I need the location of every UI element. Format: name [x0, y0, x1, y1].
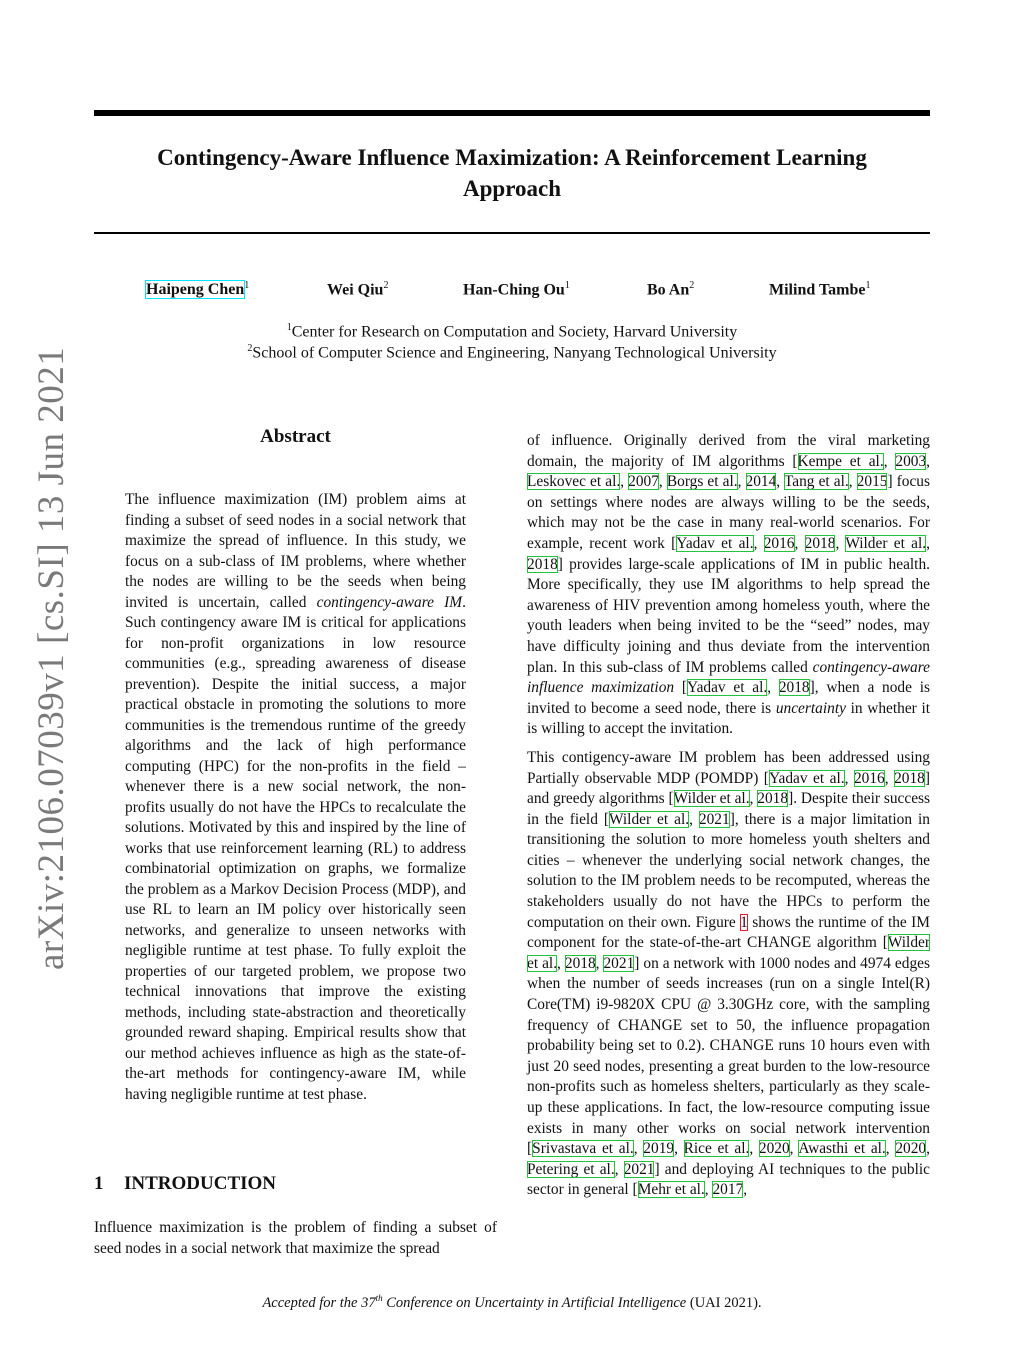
- citation-link[interactable]: 2016: [763, 534, 795, 552]
- citation-link[interactable]: Kempe et al.: [797, 452, 884, 470]
- title-rule: [94, 232, 930, 234]
- title-line-2: Approach: [463, 176, 561, 201]
- affiliation: $^2$School of Computer Science and Engineering, Nanyang Technological University: [247, 343, 777, 362]
- author: Han-Ching Ou$^1$: [463, 280, 570, 299]
- citation-link[interactable]: 2018: [527, 555, 558, 573]
- section-heading: 1 INTRODUCTION: [94, 1173, 277, 1194]
- venue-footer: Accepted for the 37th Conference on Uncertainty in Artificial Intelligence (UAI 2021).: [262, 1293, 762, 1311]
- arxiv-stamp: arXiv:2106.07039v1 [cs.SI] 13 Jun 2021: [31, 346, 72, 970]
- citation-link[interactable]: 2018: [894, 769, 925, 787]
- citation-link[interactable]: 2003: [895, 452, 927, 470]
- paragraph: This contigency-aware IM problem has been addressed using Partially observable MDP (POMDP) [Yadav et al., 2016, 2018] and greedy algorithms [Wilder et al., 2018]. Despite their success in the field [Wilder et al., 2021], there is a major limitation in transitioning the solution to more homeless youth shelters and cities – whenever the underlying social network changes, the solution to the IM problem needs to be recomputed, whereas the stakeholders usually do not have the HPCs to perform the computation on their own. Figure 1 shows the runtime of the IM component for the state-of-the-art CHANGE algorithm [Wilder et al., 2018, 2021] on a network with 1000 nodes and 4974 edges when the number of seeds increases (run on a single Intel(R) Core(TM) i9-9820X CPU @ 3.30GHz core, with the sampling frequency of CHANGE set to 50, the influence propagation probability being set to 0.2). CHANGE runs 10 hours even with just 20 seed nodes, presenting a great burden to the low-resource non-profits such as homeless shelters, particularly as they scale-up these applications. In fact, the low-resource computing issue exists in many other works on social network intervention [Srivastava et al., 2019, Rice et al., 2020, Awasthi et al., 2020, Petering et al., 2021] and deploying AI techniques to the public sector in general [Mehr et al., 2017,: [527, 748, 930, 1199]
- right-column: [527, 431, 930, 1201]
- figure-link[interactable]: 1: [740, 913, 748, 931]
- citation-link[interactable]: Rice et al.: [683, 1140, 750, 1158]
- paper-title: [94, 142, 930, 204]
- citation-link[interactable]: Wilder et al.: [845, 534, 927, 552]
- author: Haipeng Chen$^1$: [146, 280, 250, 299]
- citation-link[interactable]: 2020: [895, 1140, 927, 1158]
- citation-link[interactable]: 2021: [623, 1160, 655, 1178]
- citation-link[interactable]: Awasthi et al.: [798, 1140, 886, 1158]
- citation-link[interactable]: Yadav et al.: [687, 679, 768, 697]
- citation-link[interactable]: 2021: [698, 810, 730, 828]
- citation-link[interactable]: 2017: [712, 1181, 744, 1199]
- abstract-heading: Abstract: [260, 426, 331, 447]
- author: Bo An$^2$: [647, 280, 695, 299]
- citation-link[interactable]: 2007: [628, 473, 659, 491]
- citation-link[interactable]: 2018: [564, 954, 596, 972]
- author: Milind Tambe$^1$: [769, 280, 871, 299]
- title-line-1: Contingency-Aware Influence Maximization: A Reinforcement Learning: [157, 145, 867, 170]
- citation-link[interactable]: Mehr et al.: [637, 1181, 705, 1199]
- citation-link[interactable]: 2015: [856, 473, 888, 491]
- abstract-body: The influence maximization (IM) problem aims at finding a subset of seed nodes in a social network that maximize the spread of influence. In this study, we focus on a sub-class of IM problems, where whether the nodes are willing to be the seeds when being invited is uncertain, called contingency-aware IM. Such contingency aware IM is critical for applications for non-profit organizations in low resource communities (e.g., spreading awareness of disease prevention). Despite the initial success, a major practical obstacle in promoting the solutions to more communities is the tremendous runtime of the greedy algorithms and the lack of high performance computing (HPC) for the non-profits in the field – whenever there is a new social network, the non-profits usually do not have the HPCs to recalculate the solutions. Motivated by this and inspired by the line of works that use reinforcement learning (RL) to address combinatorial optimization on graphs, we formalize the problem as a Markov Decision Process (MDP), and use RL to learn an IM policy over historically seen networks, and generalize to unseen networks with negligible runtime at test phase. To fully exploit the properties of our targeted problem, we propose two technical innovations that improve the existing methods, including state-abstraction and theoretically grounded reward shaping. Empirical results show that our method achieves influence as high as the state-of-the-art methods for contingency-aware IM, while having negligible runtime at test phase.: [125, 491, 466, 1103]
- citation-link[interactable]: 2021: [603, 954, 635, 972]
- author-list: [0, 280, 1024, 304]
- citation-link[interactable]: Wilder et al.: [527, 934, 930, 972]
- citation-link[interactable]: Borgs et al.: [666, 473, 738, 491]
- citation-link[interactable]: Wilder et al.: [673, 790, 750, 808]
- citation-link[interactable]: Tang et al.: [783, 473, 849, 491]
- citation-link[interactable]: Yadav et al.: [676, 534, 754, 552]
- citation-link[interactable]: Petering et al.: [527, 1160, 615, 1178]
- citation-link[interactable]: 2019: [643, 1140, 675, 1158]
- citation-link[interactable]: Wilder et al.: [608, 810, 690, 828]
- citation-link[interactable]: Srivastava et al.: [532, 1140, 634, 1158]
- author: Wei Qiu$^2$: [327, 280, 389, 299]
- author-link[interactable]: Haipeng Chen: [146, 281, 245, 299]
- citation-link[interactable]: 2018: [804, 534, 836, 552]
- top-rule: [94, 110, 930, 116]
- intro-paragraph: Influence maximization is the problem of finding a subset of seed nodes in a social network that maximize the spread: [94, 1219, 497, 1257]
- citation-link[interactable]: 2018: [757, 790, 789, 808]
- citation-link[interactable]: 2020: [758, 1140, 790, 1158]
- paragraph: of influence. Originally derived from the viral marketing domain, the majority of IM algorithms [Kempe et al., 2003, Leskovec et al., 2007, Borgs et al., 2014, Tang et al., 2015] focus on settings where nodes are always willing to be the seeds, which may not be the case in many real-world scenarios. For example, recent work [Yadav et al., 2016, 2018, Wilder et al., 2018] provides large-scale applications of IM in public health. More specifically, they use IM algorithms to help spread the awareness of HIV prevention among homeless youth, where the youth leaders when being invited to be the “seed” nodes, may have difficulty joining and thus deviate from the intervention plan. In this sub-class of IM problems called contingency-aware influence maximization [Yadav et al., 2018], when a node is invited to become a seed node, there is uncertainty in whether it is willing to accept the invitation.: [527, 432, 931, 738]
- citation-link[interactable]: 2018: [778, 679, 810, 697]
- citation-link[interactable]: 2014: [745, 473, 777, 491]
- citation-link[interactable]: Leskovec et al.: [527, 473, 621, 491]
- citation-link[interactable]: 2016: [853, 769, 885, 787]
- affiliation: $^1$Center for Research on Computation and Society, Harvard University: [286, 322, 738, 341]
- citation-link[interactable]: Yadav et al.: [768, 769, 845, 787]
